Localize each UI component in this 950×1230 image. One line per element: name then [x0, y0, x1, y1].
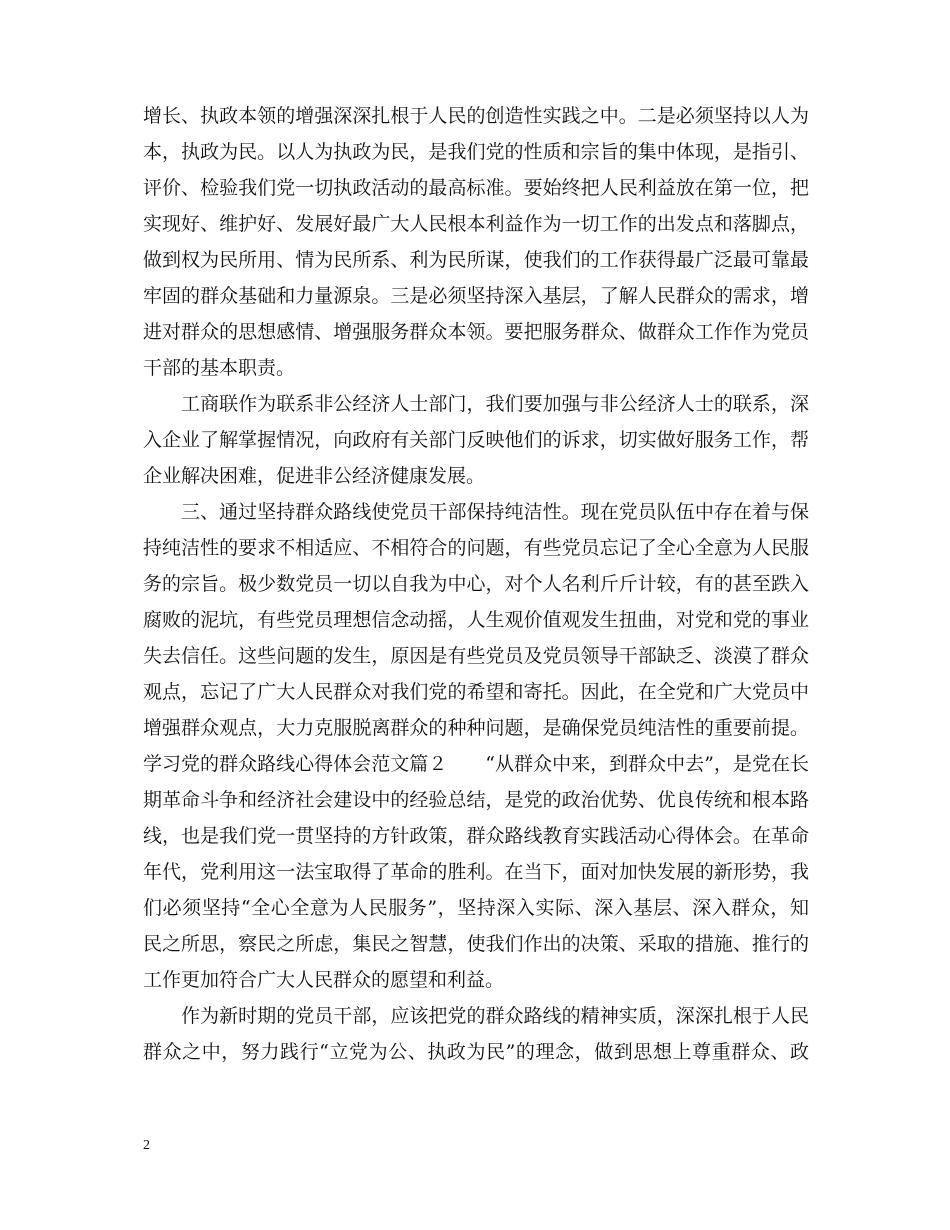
text-line: 进对群众的思想感情、增强服务群众本领。要把服务群众、做群众工作作为党员: [143, 321, 809, 343]
text-line: 务的宗旨。极少数党员一切以自我为中心，对个人名利斤斤计较，有的甚至跌入: [143, 573, 809, 595]
text-line: 牢固的群众基础和力量源泉。三是必须坚持深入基层，了解人民群众的需求，增: [143, 285, 809, 307]
text-line: 年代，党利用这一法宝取得了革命的胜利。在当下，面对加快发展的新形势，我: [143, 861, 809, 883]
text-line: 们必须坚持“全心全意为人民服务”，坚持深入实际、深入基层、深入群众，知: [143, 897, 809, 919]
text-line: 本，执政为民。以人为执政为民，是我们党的性质和宗旨的集中体现，是指引、: [143, 141, 809, 163]
text-line: 企业解决困难，促进非公经济健康发展。: [143, 465, 486, 487]
text-line: 实现好、维护好、发展好最广大人民根本利益作为一切工作的出发点和落脚点，: [143, 213, 809, 235]
text-line: 学习党的群众路线心得体会范文篇２ “从群众中来，到群众中去”，是党在长: [143, 753, 809, 775]
text-line: 群众之中，努力践行“立党为公、执政为民”的理念，做到思想上尊重群众、政: [143, 1041, 809, 1063]
text-line: 持纯洁性的要求不相适应、不相符合的问题，有些党员忘记了全心全意为人民服: [143, 537, 809, 559]
page-number: 2: [143, 1138, 150, 1153]
text-line: 工作更加符合广大人民群众的愿望和利益。: [143, 969, 505, 991]
text-line: 评价、检验我们党一切执政活动的最高标准。要始终把人民利益放在第一位，把: [143, 177, 809, 199]
text-line: 观点，忘记了广大人民群众对我们党的希望和寄托。因此，在全党和广大党员中: [143, 681, 809, 703]
text-line: 三、通过坚持群众路线使党员干部保持纯洁性。现在党员队伍中存在着与保: [143, 501, 809, 523]
text-line: 民之所思，察民之所虑，集民之智慧，使我们作出的决策、采取的措施、推行的: [143, 933, 809, 955]
text-line: 失去信任。这些问题的发生，原因是有些党员及党员领导干部缺乏、淡漠了群众: [143, 645, 809, 667]
text-line: 工商联作为联系非公经济人士部门，我们要加强与非公经济人士的联系，深: [143, 393, 809, 415]
text-line: 线，也是我们党一贯坚持的方针政策，群众路线教育实践活动心得体会。在革命: [143, 825, 809, 847]
text-line: 腐败的泥坑，有些党员理想信念动摇，人生观价值观发生扭曲，对党和党的事业: [143, 609, 809, 631]
text-line: 做到权为民所用、情为民所系、利为民所谋，使我们的工作获得最广泛最可靠最: [143, 249, 809, 271]
text-line: 入企业了解掌握情况，向政府有关部门反映他们的诉求，切实做好服务工作，帮: [143, 429, 809, 451]
document-body: [143, 98, 809, 1070]
text-line: 期革命斗争和经济社会建设中的经验总结，是党的政治优势、优良传统和根本路: [143, 789, 809, 811]
text-line: 干部的基本职责。: [143, 357, 296, 379]
text-line: 增长、执政本领的增强深深扎根于人民的创造性实践之中。二是必须坚持以人为: [143, 105, 809, 127]
text-line: 增强群众观点，大力克服脱离群众的种种问题，是确保党员纯洁性的重要前提。: [143, 717, 809, 739]
text-line: 作为新时期的党员干部，应该把党的群众路线的精神实质，深深扎根于人民: [143, 1005, 809, 1027]
